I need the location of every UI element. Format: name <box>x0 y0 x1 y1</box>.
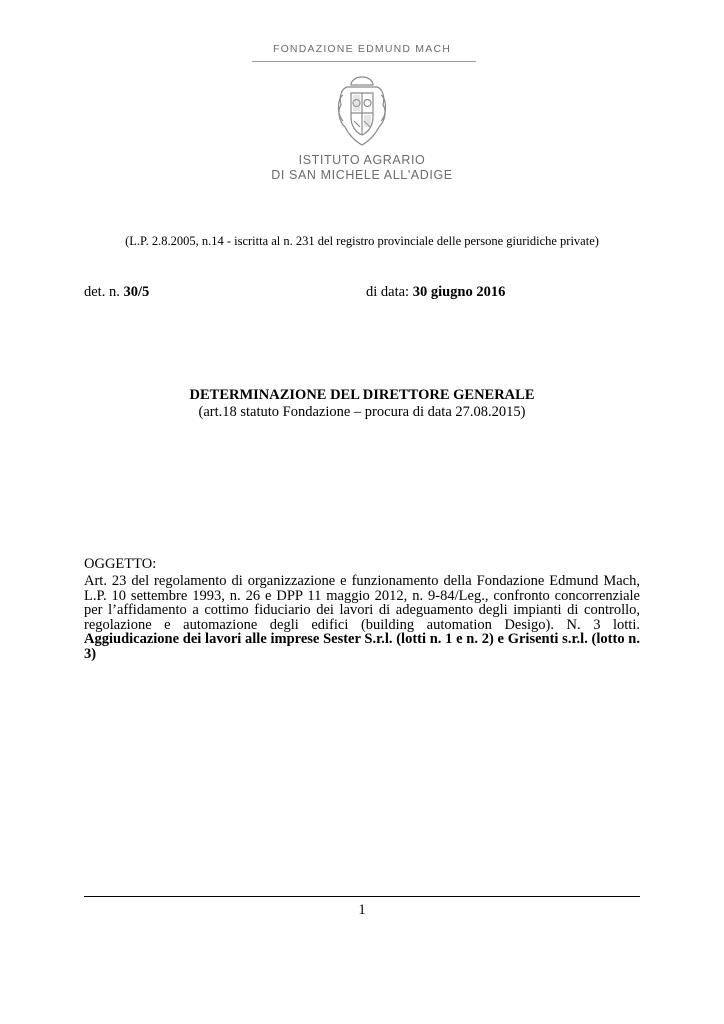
subject-label: OGGETTO: <box>84 556 157 572</box>
determination-number-label: det. n. <box>84 284 124 300</box>
title-subtitle: (art.18 statuto Fondazione – procura di data 27.08.2015) <box>198 404 526 420</box>
determination-number-value: 30/5 <box>123 284 150 300</box>
institute-line-1: ISTITUTO AGRARIO <box>298 153 426 167</box>
title-main: DETERMINAZIONE DEL DIRETTORE GENERALE <box>189 387 535 403</box>
document-title <box>0 387 724 421</box>
coat-of-arms-icon <box>333 75 391 147</box>
header-divider <box>252 61 476 62</box>
footer-divider <box>84 896 640 897</box>
organization-name: FONDAZIONE EDMUND MACH <box>272 43 452 55</box>
institute-line-2: DI SAN MICHELE ALL'ADIGE <box>271 168 453 182</box>
institute-name <box>0 153 724 183</box>
subject-body <box>84 574 640 661</box>
determination-number <box>84 284 149 301</box>
determination-date-label: di data: <box>366 284 413 300</box>
page-number: 1 <box>358 902 366 918</box>
determination-date-value: 30 giugno 2016 <box>412 284 506 300</box>
determination-date <box>366 284 505 301</box>
legal-note: (L.P. 2.8.2005, n.14 - iscritta al n. 231 del registro provinciale delle persone giuridiche private) <box>125 234 599 248</box>
subject-body-award: Aggiudicazione dei lavori alle imprese Sester S.r.l. (lotti n. 1 e n. 2) e Grisenti s.r.l. (lotto n. 3) <box>84 631 640 662</box>
subject-body-text: Art. 23 del regolamento di organizzazione e funzionamento della Fondazione Edmund Mach, L.P. 10 settembre 1993, n. 26 e DPP 11 maggio 2012, n. 9-84/Leg., confronto concorrenziale per l’affidamento a cottimo fiduciario dei lavori di adeguamento degli impianti di controllo, regolazione e automazione degli edifici (building automation Desigo). N. 3 lotti. <box>84 573 640 633</box>
